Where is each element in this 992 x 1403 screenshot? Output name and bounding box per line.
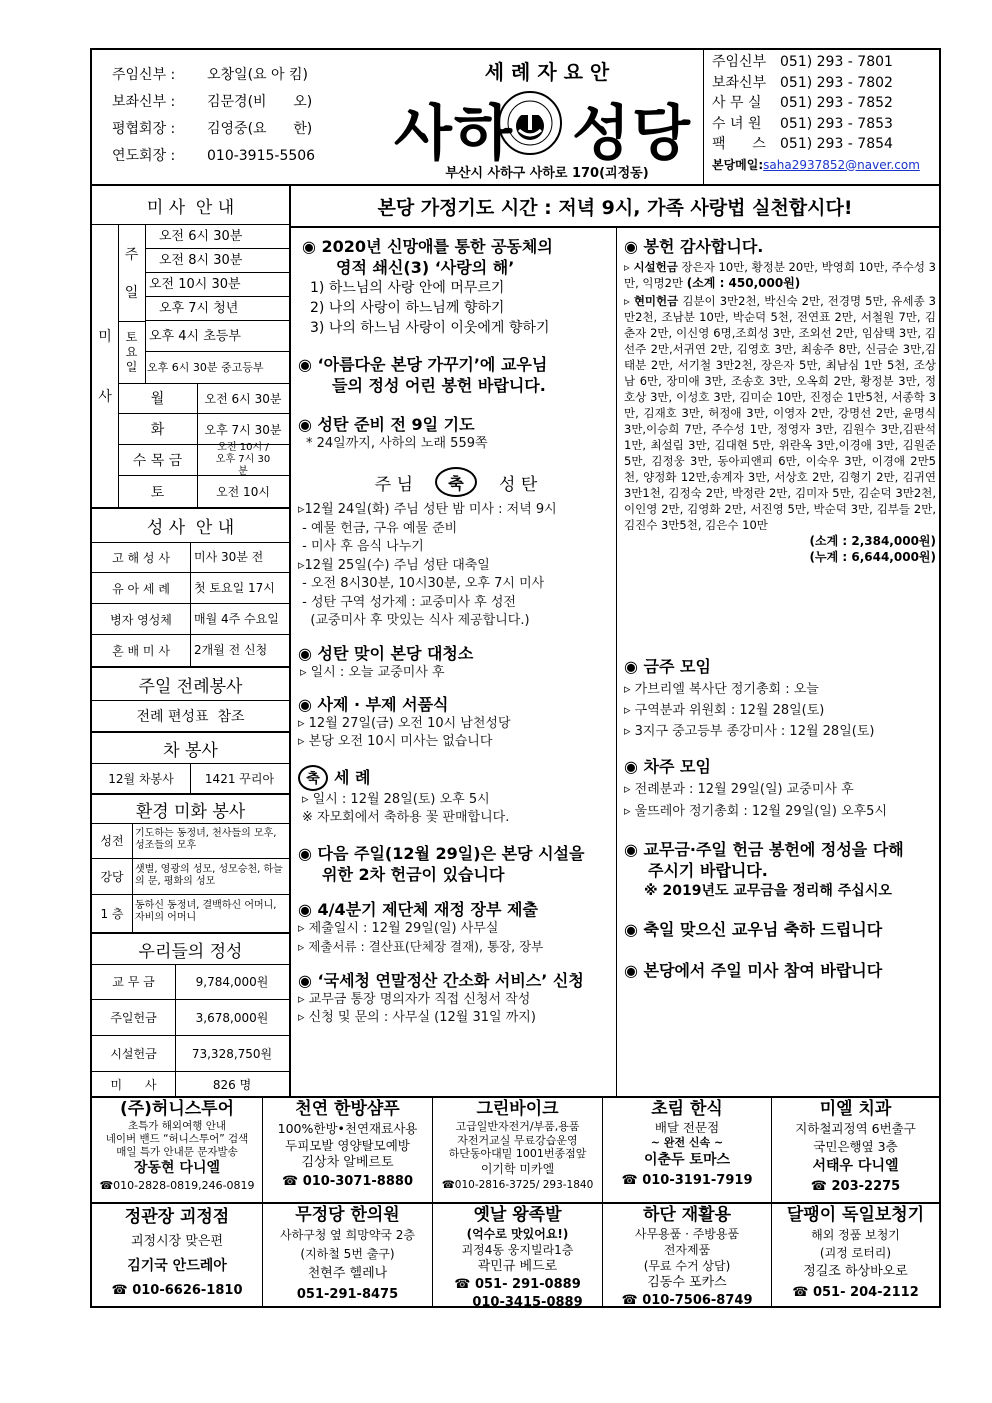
sacrament-info-title: 성 사 안 내 — [146, 518, 235, 538]
ad-cheong-kwan-jang: 정관장 괴정점 괴정시장 맞은편 김기국 안드레아 ☎ 010-6626-1810 — [92, 1204, 262, 1304]
cleaning-heading: ◉ 성탄 맞이 본당 대청소 — [298, 643, 474, 663]
phone-number: ☎ 010-3071-8880 — [281, 1174, 413, 1189]
sacrament-row: 유 아 세 례 첫 토요일 17시 — [92, 573, 289, 604]
staff-row: 주임신부 : 오창일(요 아 킴) — [112, 67, 308, 83]
phone-number: ☎ 051- 204-2112 — [792, 1285, 919, 1300]
tax-service-heading: ◉ ‘국세청 연말정산 간소화 서비스’ 신청 — [298, 970, 584, 990]
this-week-meetings-heading: ◉ 금주 모임 — [624, 657, 711, 676]
environment-service-title: 환경 미화 봉사 — [135, 801, 246, 822]
donation-subtotal: (소계 : 2,384,000원) — [809, 534, 936, 548]
right-column — [624, 236, 936, 565]
contact-row: 보좌신부 051) 293 - 7802 — [712, 74, 893, 91]
next-week-meetings-heading: ◉ 차주 모임 — [624, 757, 711, 776]
mass-info-title: 미 사 안 내 — [146, 197, 235, 218]
phone-number: ☎ 203-2275 — [810, 1179, 901, 1194]
email-row: 본당메일: saha2937852@naver.com — [712, 155, 942, 175]
phone-number: 051-291-8475 — [296, 1287, 399, 1302]
sacrament-row: 혼 배 미 사 2개월 전 신청 — [112, 643, 268, 658]
ad-snail-hearing-aid: 달팽이 독일보청기 해외 정품 보청기 (괴정 로터리) 정길조 하상바오로 ☎ 051- 204-2112 — [772, 1204, 939, 1304]
sacrament-row: 병자 영성체 매월 4주 수요일 — [92, 604, 289, 635]
phone-number: 010-3415-0889 — [472, 1295, 583, 1310]
masthead-subtitle: 세 례 자 요 안 — [484, 60, 610, 84]
christmas-schedule: ▹12월 24일(화) 주님 성탄 밤 미사 : 저녁 9시 - 예물 헌금, 구유 예물 준비 - 미사 후 음식 나누기 ▹12월 25일(수) 주님 성탄 대축일 - 오전 8시30분, 10시30분, 오후 7시 미사 - 성탄 구역 성가제 : 교중미사 후 성전 (교중미사 후 맛있는 식사 제공합니다.) — [298, 502, 557, 628]
weekday-row: 토 오전 10시 — [150, 484, 270, 501]
gratitude-donations: ▹ 현미헌금 김분이 3만2천, 박신숙 2만, 전경명 5만, 유세종 3만2천, 조남분 10만, 박순덕 5천, 전연표 2만, 서철원 7만, 김춘자 2만, 이신영 6명,조희성 3만, 조외선 2만, 임삼택 3만, 김선주 2만,서귀연 2만, 김영호 3만, 최송주 8만, 신금순 3만,김태분 2만, 서기철 3만2천, 장은자 5만, 최남심 1만 5천, 조상남 6만, 장미애 3만, 조송호 3만, 오옥희 2만, 황정분 3만, 정호상 3만, 이성호 3만, 김미순 10만, 진정순 1만5천, 서종학 3만, 김재호 3만, 허정애 3만, 이영자 2만, 강명선 2만, 윤명식 3만,이승희 7만, 주수성 1만, 정영자 3만, 김원수 3만,김판석 1만, 최설림 3만, 김대현 5만, 위란옥 3만,이경애 3만, 김원준 5만, 김정웅 3만, 동아피앤피 6만, 이숙우 3만, 이경애 2만5천, 양정화 12만,송계자 3만, 서상호 2만, 김형기 2만, 김귀연 3만1천, 김정숙 2만, 박정란 2만, 김미자 5만, 김순덕 3만2천, 이인영 2만, 김영화 2만, 서진영 5만, 박순덕 3만, 김부들 2만, 김진수 3만5천, 김은수 10만 — [624, 294, 936, 532]
liturgy-title: 주일 전례봉사 — [138, 676, 243, 697]
phone-number: ☎010-2828-0819,246-0819 — [99, 1179, 255, 1192]
ledger-submission-heading: ◉ 4/4분기 제단체 재정 장부 제출 — [298, 899, 538, 919]
ad-miel-dental: 미엘 치과 지하철괴정역 6번출구 국민은행옆 3층 서태우 다니엘 ☎ 203-2275 — [772, 1098, 939, 1198]
christmas-heading: 주 님 축 성 탄 — [298, 467, 614, 497]
celebration-badge-icon: 축 — [298, 765, 328, 791]
phone-number: ☎ 010-6626-1810 — [111, 1283, 243, 1298]
phone-number: ☎ 010-3191-7919 — [621, 1173, 753, 1188]
environment-row: 성전 기도하는 동정녀, 천사들의 모후, 성조들의 모후 — [92, 823, 289, 859]
donation-total: (누계 : 6,644,000원) — [809, 550, 936, 564]
ad-green-bike: 그린바이크 고급일반자전거/부품,용품 자전거교실 무료강습운영 하단동아대밑 1001번종점앞 이기학 미카엘 ☎010-2816-3725/ 293-1840 — [433, 1098, 602, 1193]
offering-table — [92, 964, 289, 1096]
tea-service-title: 차 봉사 — [163, 740, 218, 761]
renewal-item: 3) 나의 하느님 사랑이 이웃에게 향하기 — [310, 320, 550, 336]
liturgy-value: 전례 편성표 참조 — [136, 709, 245, 725]
staff-row: 보좌신부 : 김문경(비 오) — [112, 94, 313, 110]
contact-row: 사 무 실 051) 293 - 7852 — [712, 95, 893, 111]
offering-row: 미 사 826 명 — [110, 1077, 252, 1092]
church-address: 부산시 사하구 사하로 170(괴정동) — [445, 166, 649, 181]
novena-heading: ◉ 성탄 준비 전 9일 기도 — [298, 415, 475, 434]
weekday-row: 화 오후 7시 30분 — [118, 414, 289, 445]
ad-hadan-recycling: 하단 재활용 사무용품 · 주방용품 전자제품 (무료 수거 상담) 김동수 포카스 ☎ 010-7506-8749 — [603, 1204, 771, 1311]
environment-row: 강당 샛별, 영광의 성모, 성모승천, 하늘의 문, 평화의 성모 — [92, 859, 289, 895]
renewal-item: 2) 나의 사랑이 하느님께 향하기 — [310, 300, 505, 316]
ad-mujeongdang-clinic: 무정당 한의원 사하구청 옆 희망약국 2층 (지하철 5번 출구) 천현주 헬레나 051-291-8475 — [263, 1204, 432, 1306]
contact-row: 주임신부 051) 293 - 7801 — [712, 54, 893, 70]
celebration-badge-icon: 축 — [435, 467, 477, 497]
offering-row: 시설헌금 73,328,750원 — [92, 1036, 289, 1072]
ad-herbal-shampoo: 천연 한방샴푸 100%한방•천연재료사용 두피모발 영양탈모예방 김상차 알베르토 ☎ 010-3071-8880 — [263, 1098, 432, 1192]
second-collection-heading: ◉ 다음 주일(12월 29일)은 본당 시설을 — [298, 843, 585, 863]
weekday-mass-table — [118, 383, 289, 507]
staff-row: 연도회장 : 010-3915-5506 — [112, 148, 316, 164]
novena-note: * 24일까지, 사하의 노래 559쪽 — [306, 436, 488, 451]
phone-number: ☎ 010-7506-8749 — [621, 1293, 753, 1308]
thanks-heading: ◉ 봉헌 감사합니다. — [624, 237, 764, 256]
ad-honeys-tour: (주)허니스투어 초특가 해외여행 안내 네이버 밴드 “허니스투어” 검색 매일 특가 안내문 문자발송 장동현 다니엘 ☎010-2828-0819,246-0819 — [92, 1098, 262, 1194]
prayer-banner: 본당 가정기도 시간 : 저녁 9시, 가족 사랑법 실천합시다! — [377, 196, 853, 219]
phone-number: ☎ 051- 291-0889 — [454, 1277, 581, 1292]
baptism-heading: 축 세 례 — [298, 765, 614, 791]
email-link[interactable]: saha2937852@naver.com — [763, 157, 920, 172]
contact-row: 수 녀 원 051) 293 - 7853 — [712, 115, 893, 132]
facility-donations: ▹ 시설헌금 장은자 10만, 황정분 20만, 박영희 10만, 주수성 3만, 익명2만 (소계 : 450,000원) — [624, 260, 936, 290]
weekday-row: 월 오전 6시 30분 — [118, 383, 289, 414]
ordination-heading: ◉ 사제 · 부제 서품식 — [298, 694, 449, 714]
phone-number: ☎010-2816-3725/ 293-1840 — [441, 1178, 594, 1191]
sunday-mass-times: 오전 6시 30분 오전 8시 30분 오전 10시 30분 오후 7시 청년 — [145, 225, 289, 321]
masthead-title-right: 성당 — [572, 99, 692, 169]
dues-heading: ◉ 교무금·주일 헌금 봉헌에 정성을 다해 — [624, 840, 904, 859]
environment-row: 1 층 동하신 동정녀, 결백하신 어머니, 자비의 어머니 — [100, 900, 277, 923]
staff-row: 평협회장 : 김영중(요 한) — [112, 121, 313, 137]
offering-title: 우리들의 정성 — [138, 941, 243, 962]
environment-table — [92, 823, 289, 932]
ad-old-jokbal: 옛날 왕족발 (억수로 맛있어요!) 괴정4동 웅지빌라1층 곽민규 베드로 ☎ 051- 291-0889 010-3415-0889 — [433, 1204, 602, 1312]
weekday-row: 수 목 금 오전 10시 / 오후 7시 30분 — [118, 445, 289, 476]
saturday-label: 토 요 일 — [125, 329, 138, 374]
staff-list — [112, 62, 352, 170]
middle-column: ◉ 2020년 신망애를 통한 공동체의 영적 쇄신(3) ‘사랑의 해’ 1) 하느님의 사랑 안에 머무르기 2) 나의 사랑이 하느님께 향하기 3) 나의 하느님 사랑이 이웃에게 향하기 ◉ ‘아름다운 본당 가꾸기’에 교우님 들의 정성 어린 봉헌 바랍니다. ◉ 성탄 준비 전 9일 기도 * 24일까지, 사하의 노래 559쪽 주 님 축 성 탄 ▹12월 24일(화) 주님 성탄 밤 미사 : 저녁 9시 - 예물 헌금, 구유 예물 준비 - 미사 후 음식 나누기 ▹12월 25일(수) 주님 성탄 대축일 - 오전 8시30분, 10시30분, 오후 7시 미사 - 성탄 구역 성가제 : 교중미사 후 성전 (교중미사 후 맛있는 식사 제공합니다.) ◉ 성탄 맞이 본당 대청소 ▹ 일시 : 오늘 교중미사 후 ◉ 사제 · 부제 서품식 ▹ 12월 27일(금) 오전 10시 남천성당 ▹ 본당 오전 10시 미사는 없습니다 축 세 례 ▹ 일시 : 12월 28일(토) 오후 5시 ※ 자모회에서 축하용 꽃 판매합니다. ◉ 다음 주일(12월 29일)은 본당 시설을 위한 2차 헌금이 있습니다 ◉ 4/4분기 제단체 재정 장부 제출 ▹ 제출일시 : 12월 29일(일) 사무실 ▹ 제출서류 : 결산표(단체장 결재), 통장, 장부 ◉ ‘국세청 연말정산 간소화 서비스’ 신청 ▹ 교무금 통장 명의자가 직접 신청서 작성 ▹ 신청 및 문의 : 사무실 (12월 31일 까지) — [298, 236, 614, 1027]
feast-greeting: ◉ 축일 맞으신 교우님 축하 드립니다 — [624, 920, 883, 939]
ad-chorim-korean-food: 초림 한식 배달 전문점 ~ 완전 신속 ~ 이춘두 토마스 ☎ 010-3191-7919 — [603, 1098, 771, 1192]
sunday-label: 주 일 — [124, 247, 139, 301]
church-seal-logo — [497, 90, 563, 156]
sacrament-table — [92, 542, 289, 666]
community-renewal-heading: ◉ 2020년 신망애를 통한 공동체의 — [302, 237, 553, 256]
sacrament-row: 고 해 성 사 미사 30분 전 — [92, 542, 289, 573]
contact-row: 팩 스 051) 293 - 7854 — [712, 136, 893, 152]
saturday-mass-times: 오후 4시 초등부 오후 6시 30분 중고등부 — [145, 321, 289, 383]
contact-list — [712, 52, 942, 175]
renewal-item: 1) 하느님의 사랑 안에 머무르기 — [310, 280, 505, 296]
tea-service-value: 1421 꾸리아 — [204, 771, 275, 786]
beautiful-parish-heading: ◉ ‘아름다운 본당 가꾸기’에 교우님 — [298, 355, 548, 374]
offering-row: 교 무 금 9,784,000원 — [92, 964, 289, 1000]
offering-row: 주일헌금 3,678,000원 — [92, 1000, 289, 1036]
masthead-title-left: 사하 — [394, 99, 514, 169]
right-column-meetings: ◉ 금주 모임 ▹ 가브리엘 복사단 정기총회 : 오늘 ▹ 구역분과 위원회 : 12월 28일(토) ▹ 3지구 중고등부 종강미사 : 12월 28일(토) ◉ 차주 모임 ▹ 전례분과 : 12월 29일(일) 교중미사 후 ▹ 울뜨레아 정기총회 : 12월 29일(일) 오후5시 ◉ 교무금·주일 헌금 봉헌에 정성을 다해 주시기 바랍니다. ※ 2019년도 교무금을 정리해 주십시오 ◉ 축일 맞으신 교우님 축하 드립니다 ◉ 본당에서 주일 미사 참여 바랍니다 — [624, 656, 936, 981]
bulletin-frame — [90, 48, 941, 1308]
mass-side-label: 미 사 — [98, 329, 112, 405]
mass-attendance-note: ◉ 본당에서 주일 미사 참여 바랍니다 — [624, 961, 883, 980]
tea-service-label: 12월 차봉사 — [108, 771, 174, 786]
